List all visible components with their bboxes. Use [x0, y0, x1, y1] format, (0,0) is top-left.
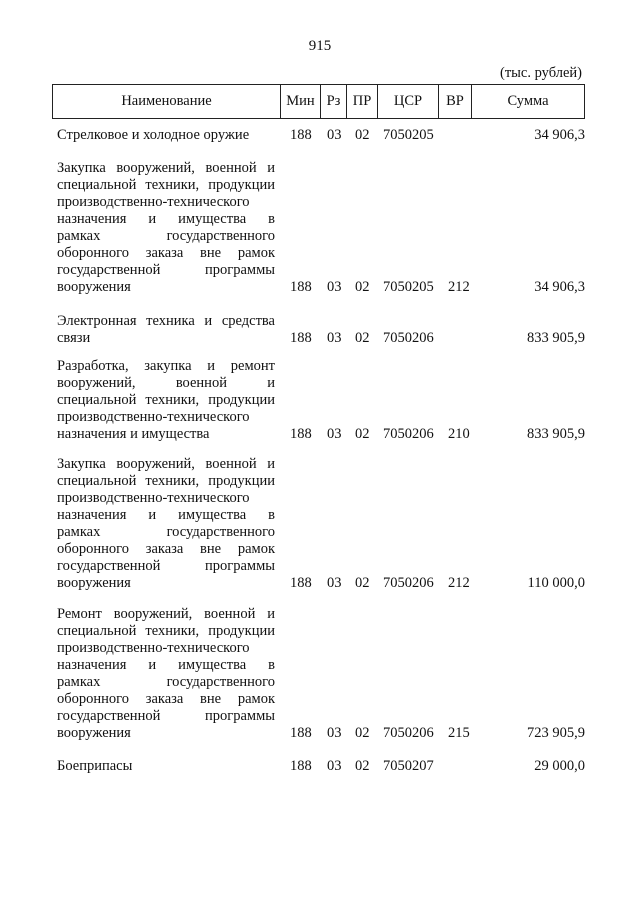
cell-sum: 34 906,3: [534, 127, 585, 143]
table-row: [57, 456, 585, 592]
cell-min: 188: [290, 127, 312, 143]
cell-rz: 03: [327, 758, 342, 774]
cell-csr: 7050206: [383, 426, 434, 442]
cell-sum: 833 905,9: [527, 426, 585, 442]
cell-min: 188: [290, 758, 312, 774]
cell-min: 188: [290, 725, 312, 741]
row-name-line: Ремонт вооружений, военной и: [57, 606, 275, 622]
row-name-line: рамках государственного: [57, 524, 275, 540]
row-codes: [57, 575, 585, 592]
row-name-line: вооружения: [57, 575, 131, 591]
row-name-line: Закупка вооружений, военной и: [57, 160, 275, 176]
row-name-line: рамках государственного: [57, 228, 275, 244]
row-name-line: специальной техники, продукции: [57, 177, 275, 193]
row-name-line: оборонного заказа вне рамок: [57, 541, 275, 557]
row-name-line: Боеприпасы: [57, 758, 133, 774]
cell-pr: 02: [355, 725, 370, 741]
row-name-line: Разработка, закупка и ремонт: [57, 358, 275, 374]
header-vr: ВР: [438, 85, 471, 118]
cell-pr: 02: [355, 279, 370, 295]
row-codes: [57, 279, 585, 296]
cell-pr: 02: [355, 575, 370, 591]
cell-csr: 7050206: [383, 575, 434, 591]
table-header: [52, 84, 585, 119]
cell-csr: 7050205: [383, 279, 434, 295]
cell-min: 188: [290, 279, 312, 295]
row-codes: [57, 725, 585, 742]
cell-sum: 34 906,3: [534, 279, 585, 295]
row-name: [57, 456, 275, 592]
header-csr: ЦСР: [377, 85, 438, 118]
cell-sum: 110 000,0: [527, 575, 585, 591]
row-name-line: Закупка вооружений, военной и: [57, 456, 275, 472]
row-name-line: государственной программы: [57, 558, 275, 574]
row-name-line: государственной программы: [57, 262, 275, 278]
row-name-line: вооружения: [57, 279, 131, 295]
header-min: Мин: [280, 85, 320, 118]
row-name-line: назначения и имущества в: [57, 211, 275, 227]
row-name-line: оборонного заказа вне рамок: [57, 245, 275, 261]
row-name-line: государственной программы: [57, 708, 275, 724]
row-name-line: производственно-технического: [57, 640, 250, 656]
header-rz: Рз: [320, 85, 346, 118]
cell-rz: 03: [327, 330, 342, 346]
row-name: [57, 606, 275, 742]
cell-min: 188: [290, 426, 312, 442]
row-name-line: вооружения: [57, 725, 131, 741]
table-row: [57, 160, 585, 296]
row-codes: [57, 758, 585, 775]
cell-pr: 02: [355, 127, 370, 143]
cell-sum: 833 905,9: [527, 330, 585, 346]
row-name-line: Электронная техника и средства: [57, 313, 275, 329]
cell-pr: 02: [355, 330, 370, 346]
table-row: [57, 358, 585, 443]
row-codes: [57, 330, 585, 347]
row-name-line: связи: [57, 330, 91, 346]
cell-vr: 212: [448, 575, 470, 591]
row-name-line: назначения и имущества в: [57, 507, 275, 523]
row-name-line: специальной техники, продукции: [57, 473, 275, 489]
cell-pr: 02: [355, 758, 370, 774]
row-name-line: специальной техники, продукции: [57, 392, 275, 408]
row-codes: [57, 127, 585, 144]
cell-sum: 723 905,9: [527, 725, 585, 741]
cell-rz: 03: [327, 725, 342, 741]
cell-csr: 7050205: [383, 127, 434, 143]
row-name-line: специальной техники, продукции: [57, 623, 275, 639]
table-row: [57, 313, 585, 347]
cell-pr: 02: [355, 426, 370, 442]
table-row: [57, 606, 585, 742]
cell-vr: 210: [448, 426, 470, 442]
row-name-line: рамках государственного: [57, 674, 275, 690]
row-name-line: назначения и имущества: [57, 426, 210, 442]
cell-csr: 7050206: [383, 330, 434, 346]
table-row: [57, 758, 585, 775]
cell-csr: 7050206: [383, 725, 434, 741]
page-number: 915: [308, 38, 332, 54]
units-label: (тыс. рублей): [500, 65, 582, 81]
cell-rz: 03: [327, 575, 342, 591]
header-pr: ПР: [346, 85, 377, 118]
header-name: Наименование: [121, 93, 212, 109]
row-codes: [57, 426, 585, 443]
table-row: [57, 127, 585, 144]
cell-vr: 212: [448, 279, 470, 295]
row-name-line: оборонного заказа вне рамок: [57, 691, 275, 707]
row-name-line: назначения и имущества в: [57, 657, 275, 673]
row-name-line: производственно-технического: [57, 409, 250, 425]
cell-min: 188: [290, 575, 312, 591]
row-name: [57, 160, 275, 296]
row-name-line: Стрелковое и холодное оружие: [57, 127, 250, 143]
cell-rz: 03: [327, 279, 342, 295]
cell-min: 188: [290, 330, 312, 346]
cell-rz: 03: [327, 426, 342, 442]
row-name-line: производственно-технического: [57, 194, 250, 210]
cell-rz: 03: [327, 127, 342, 143]
cell-csr: 7050207: [383, 758, 434, 774]
cell-sum: 29 000,0: [534, 758, 585, 774]
header-sum: Сумма: [471, 85, 584, 118]
row-name-line: вооружений, военной и: [57, 375, 275, 391]
row-name-line: производственно-технического: [57, 490, 250, 506]
cell-vr: 215: [448, 725, 470, 741]
